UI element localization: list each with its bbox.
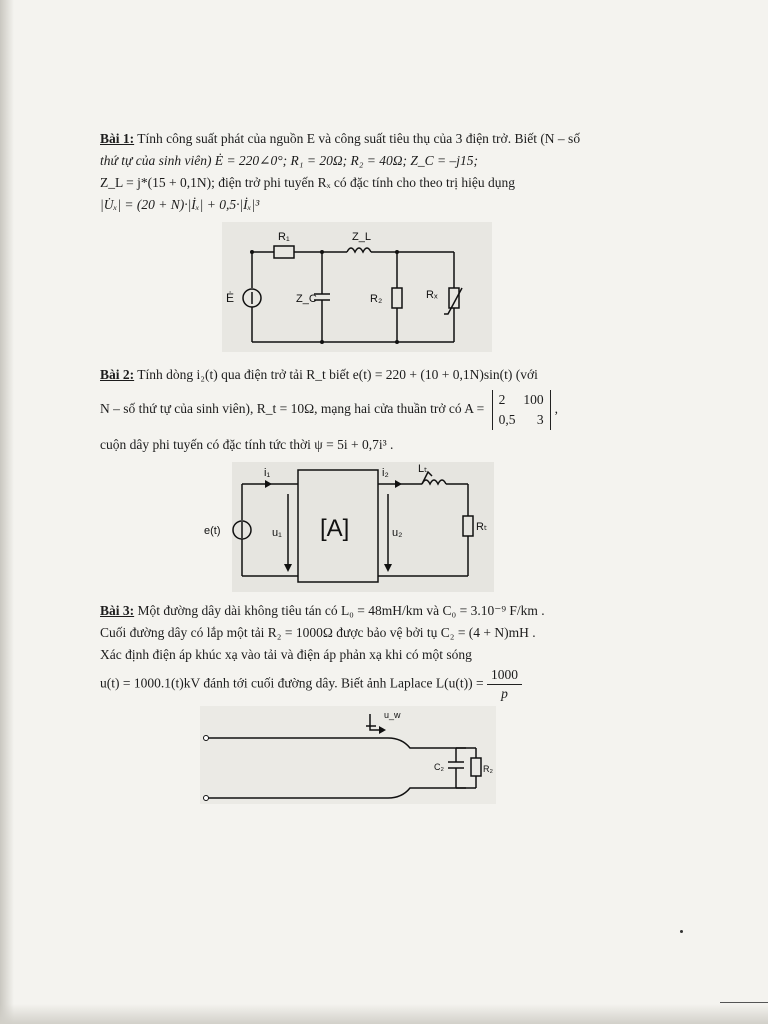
label-zc: Z_C: [296, 293, 317, 305]
label-rt: Rₜ: [476, 521, 488, 533]
label-r2: R₂: [483, 764, 493, 774]
problem-2-label: Bài 2:: [100, 367, 135, 382]
label-uw: u_w: [384, 710, 401, 720]
label-i1: i₁: [264, 467, 271, 479]
label-zl: Z_L: [352, 231, 371, 243]
problem-2-line1: Tính dòng i₂(t) qua điện trở tải R_t biết e(t) = 220 + (10 + 0,1N)sin(t) (với: [134, 367, 538, 382]
matrix-a: [492, 390, 551, 430]
label-block-a: [A]: [320, 515, 350, 542]
problem-1-line4: |U̇ₓ| = (20 + N)·|İₓ| + 0,5·|İₓ|³: [100, 197, 260, 212]
fraction-numerator: 1000: [487, 666, 522, 685]
label-rx: Rₓ: [426, 289, 438, 301]
label-r1: R₁: [278, 231, 290, 243]
problem-1-line1: Tính công suất phát của nguồn E và công suất tiêu thụ của 3 điện trở. Biết (N – số: [134, 131, 581, 146]
matrix-a11: 2: [498, 392, 506, 407]
label-u1: u₁: [272, 527, 282, 539]
label-u2: u₂: [392, 527, 403, 539]
scan-dot: [680, 930, 683, 933]
problem-2-line2: N – số thứ tự của sinh viên), R_t = 10Ω, mạng hai cửa thuần trở có A =: [100, 401, 485, 417]
label-e: Ė: [226, 291, 235, 305]
problem-2-comma: ,: [554, 401, 559, 417]
problem-1-label: Bài 1:: [100, 131, 135, 146]
scan-edge-left: [0, 0, 14, 1024]
matrix-a12: 100: [523, 392, 544, 407]
problem-3-label: Bài 3:: [100, 603, 135, 618]
matrix-a22: 3: [536, 412, 544, 427]
label-i2: i₂: [382, 467, 389, 479]
fraction-denominator: p: [501, 686, 508, 701]
laplace-fraction: [487, 666, 522, 703]
problem-3-line2: Cuối đường dây có lắp một tải R₂ = 1000Ω được bảo vệ bởi tụ C₂ = (4 + N)mH .: [100, 625, 536, 640]
label-r2: R₂: [370, 293, 383, 305]
problem-1-line2: thứ tự của sinh viên) Ė = 220∠0°; R₁ = 20Ω; R₂ = 40Ω; Z_C = –j15;: [100, 153, 478, 168]
circuit-diagram-2: [204, 462, 494, 592]
scan-edge-bottom: [0, 1004, 768, 1024]
label-c2: C₂: [434, 762, 444, 772]
label-et: e(t): [204, 525, 221, 537]
problem-3-line1: Một đường dây dài không tiêu tán có L₀ = 48mH/km và C₀ = 3.10⁻⁹ F/km .: [134, 603, 545, 618]
problem-2-line3: cuộn dây phi tuyến có đặc tính tức thời ψ = 5i + 0,7i³ .: [100, 437, 394, 452]
matrix-a21: 0,5: [498, 412, 516, 427]
problem-3-line3: Xác định điện áp khúc xạ vào tải và điện áp phản xạ khi có một sóng: [100, 647, 472, 662]
problem-3-line4: u(t) = 1000.1(t)kV đánh tới cuối đường dây. Biết ảnh Laplace L(u(t)) =: [100, 675, 484, 691]
transmission-line-diagram: [200, 706, 496, 804]
page-edge-rule: [720, 1002, 768, 1003]
problem-1-line3: Z_L = j*(15 + 0,1N); điện trở phi tuyến Rₓ có đặc tính cho theo trị hiệu dụng: [100, 175, 515, 190]
circuit-diagram-1: [222, 222, 492, 352]
label-lt: Lₜ: [418, 463, 428, 475]
problem-3-text: [100, 600, 600, 703]
problem-2-text: [100, 364, 600, 456]
problem-1-text: [100, 128, 600, 216]
